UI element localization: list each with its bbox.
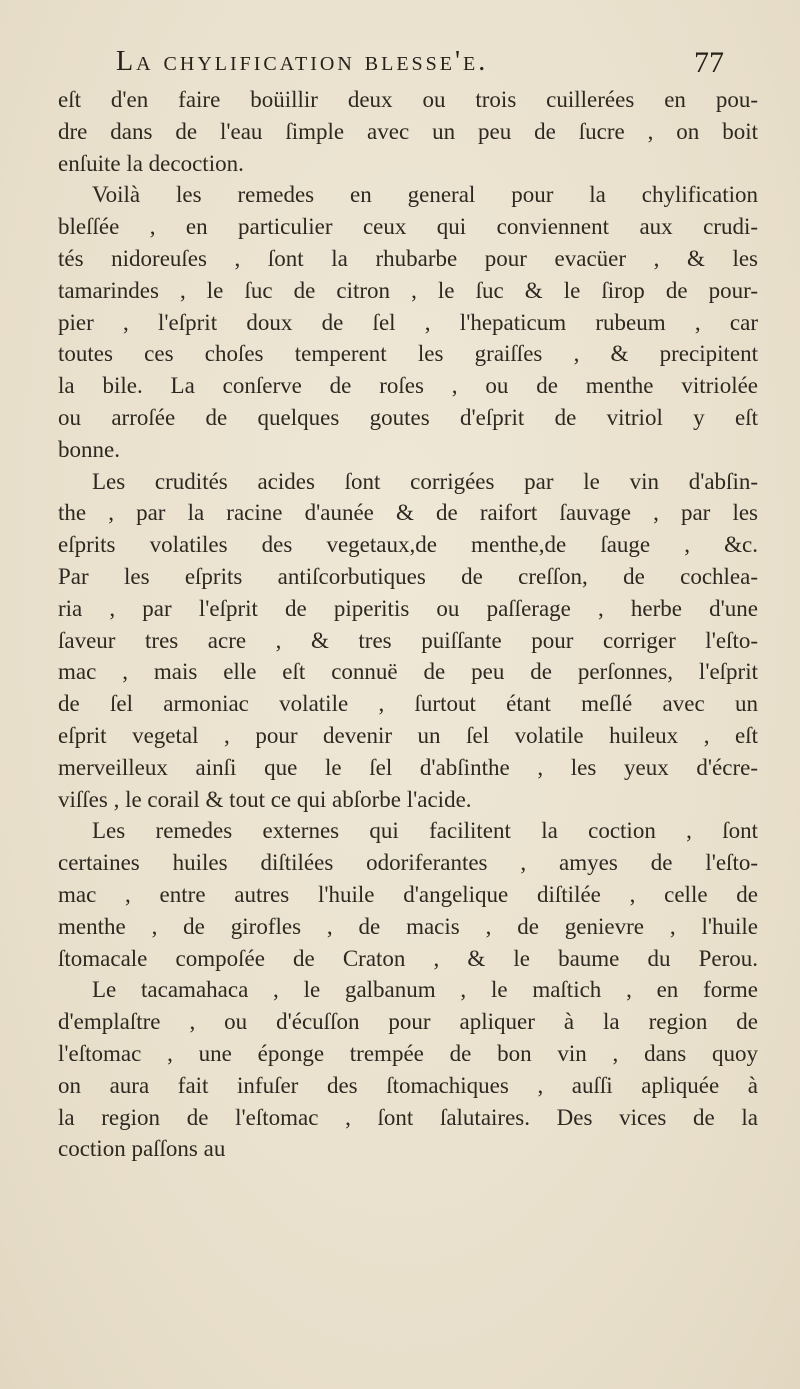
text-line: la bile. La conſerve de roſes , ou de menthe vitriolée <box>58 373 758 399</box>
body-text <box>58 84 758 1165</box>
text-line: Voilà les remedes en general pour la chylification <box>92 182 758 208</box>
text-line: ſtomacale compoſée de Craton , & le baume du Perou. <box>58 945 758 971</box>
text-line: ou arroſée de quelques goutes d'eſprit de vitriol y eſt <box>58 404 758 430</box>
text-line: enſuite la decoction. <box>58 150 244 176</box>
text-line: eſprits volatiles des vegetaux,de menthe,de ſauge , &c. <box>58 532 758 558</box>
text-line: mac , mais elle eſt connuë de peu de perſonnes, l'eſprit <box>58 659 758 685</box>
text-line: ria , par l'eſprit de piperitis ou paſſerage , herbe d'une <box>58 595 758 621</box>
text-line: viſſes , le corail & tout ce qui abſorbe l'acide. <box>58 786 472 812</box>
text-line: mac , entre autres l'huile d'angelique diſtilée , celle de <box>58 881 758 907</box>
book-page <box>58 40 758 1162</box>
text-line: eſt d'en faire boüillir deux ou trois cuillerées en pou- <box>58 87 758 112</box>
page-header <box>58 40 758 84</box>
text-line: the , par la racine d'aunée & de raifort ſauvage , par les <box>58 500 758 526</box>
text-line: merveilleux ainſi que le ſel d'abſinthe , les yeux d'écre- <box>58 754 758 780</box>
text-line: on aura fait infuſer des ſtomachiques , auſſi apliquée à <box>58 1072 758 1098</box>
text-line: de ſel armoniac volatile , ſurtout étant meſlé avec un <box>58 691 758 717</box>
text-line: dre dans de l'eau ſimple avec un peu de ſucre , on boit <box>58 118 758 144</box>
text-line: toutes ces choſes temperent les graiſſes , & precipitent <box>58 341 758 367</box>
text-line: bleſſée , en particulier ceux qui conviennent aux crudi- <box>58 214 758 240</box>
text-line: la region de l'eſtomac , ſont ſalutaires. Des vices de la <box>58 1104 758 1130</box>
text-line: menthe , de girofles , de macis , de genievre , l'huile <box>58 913 758 939</box>
text-line: ſaveur tres acre , & tres puiſſante pour corriger l'eſto- <box>58 627 758 653</box>
text-line: certaines huiles diſtilées odoriferantes , amyes de l'eſto- <box>58 850 758 876</box>
text-line: Les crudités acides ſont corrigées par le vin d'abſin- <box>92 468 758 494</box>
text-line: eſprit vegetal , pour devenir un ſel volatile huileux , eſt <box>58 722 758 748</box>
text-line: tés nidoreuſes , ſont la rhubarbe pour evacüer , & les <box>58 245 758 271</box>
running-title: La chylification blesse'e. <box>116 46 489 77</box>
text-line: l'eſtomac , une éponge trempée de bon vin , dans quoy <box>58 1040 758 1066</box>
page-number: 77 <box>694 46 724 79</box>
text-line: Le tacamahaca , le galbanum , le maſtich , en forme <box>92 977 758 1003</box>
text-line: tamarindes , le ſuc de citron , le ſuc & le ſirop de pour- <box>58 277 758 303</box>
text-line: Par les eſprits antiſcorbutiques de creſſon, de cochlea- <box>58 563 758 589</box>
text-line: bonne. <box>58 436 120 462</box>
text-line: coction paſſons au <box>58 1136 226 1162</box>
text-line: pier , l'eſprit doux de ſel , l'hepaticum rubeum , car <box>58 309 758 335</box>
text-line: d'emplaſtre , ou d'écuſſon pour apliquer à la region de <box>58 1009 758 1035</box>
text-line: Les remedes externes qui facilitent la coction , ſont <box>92 818 758 844</box>
